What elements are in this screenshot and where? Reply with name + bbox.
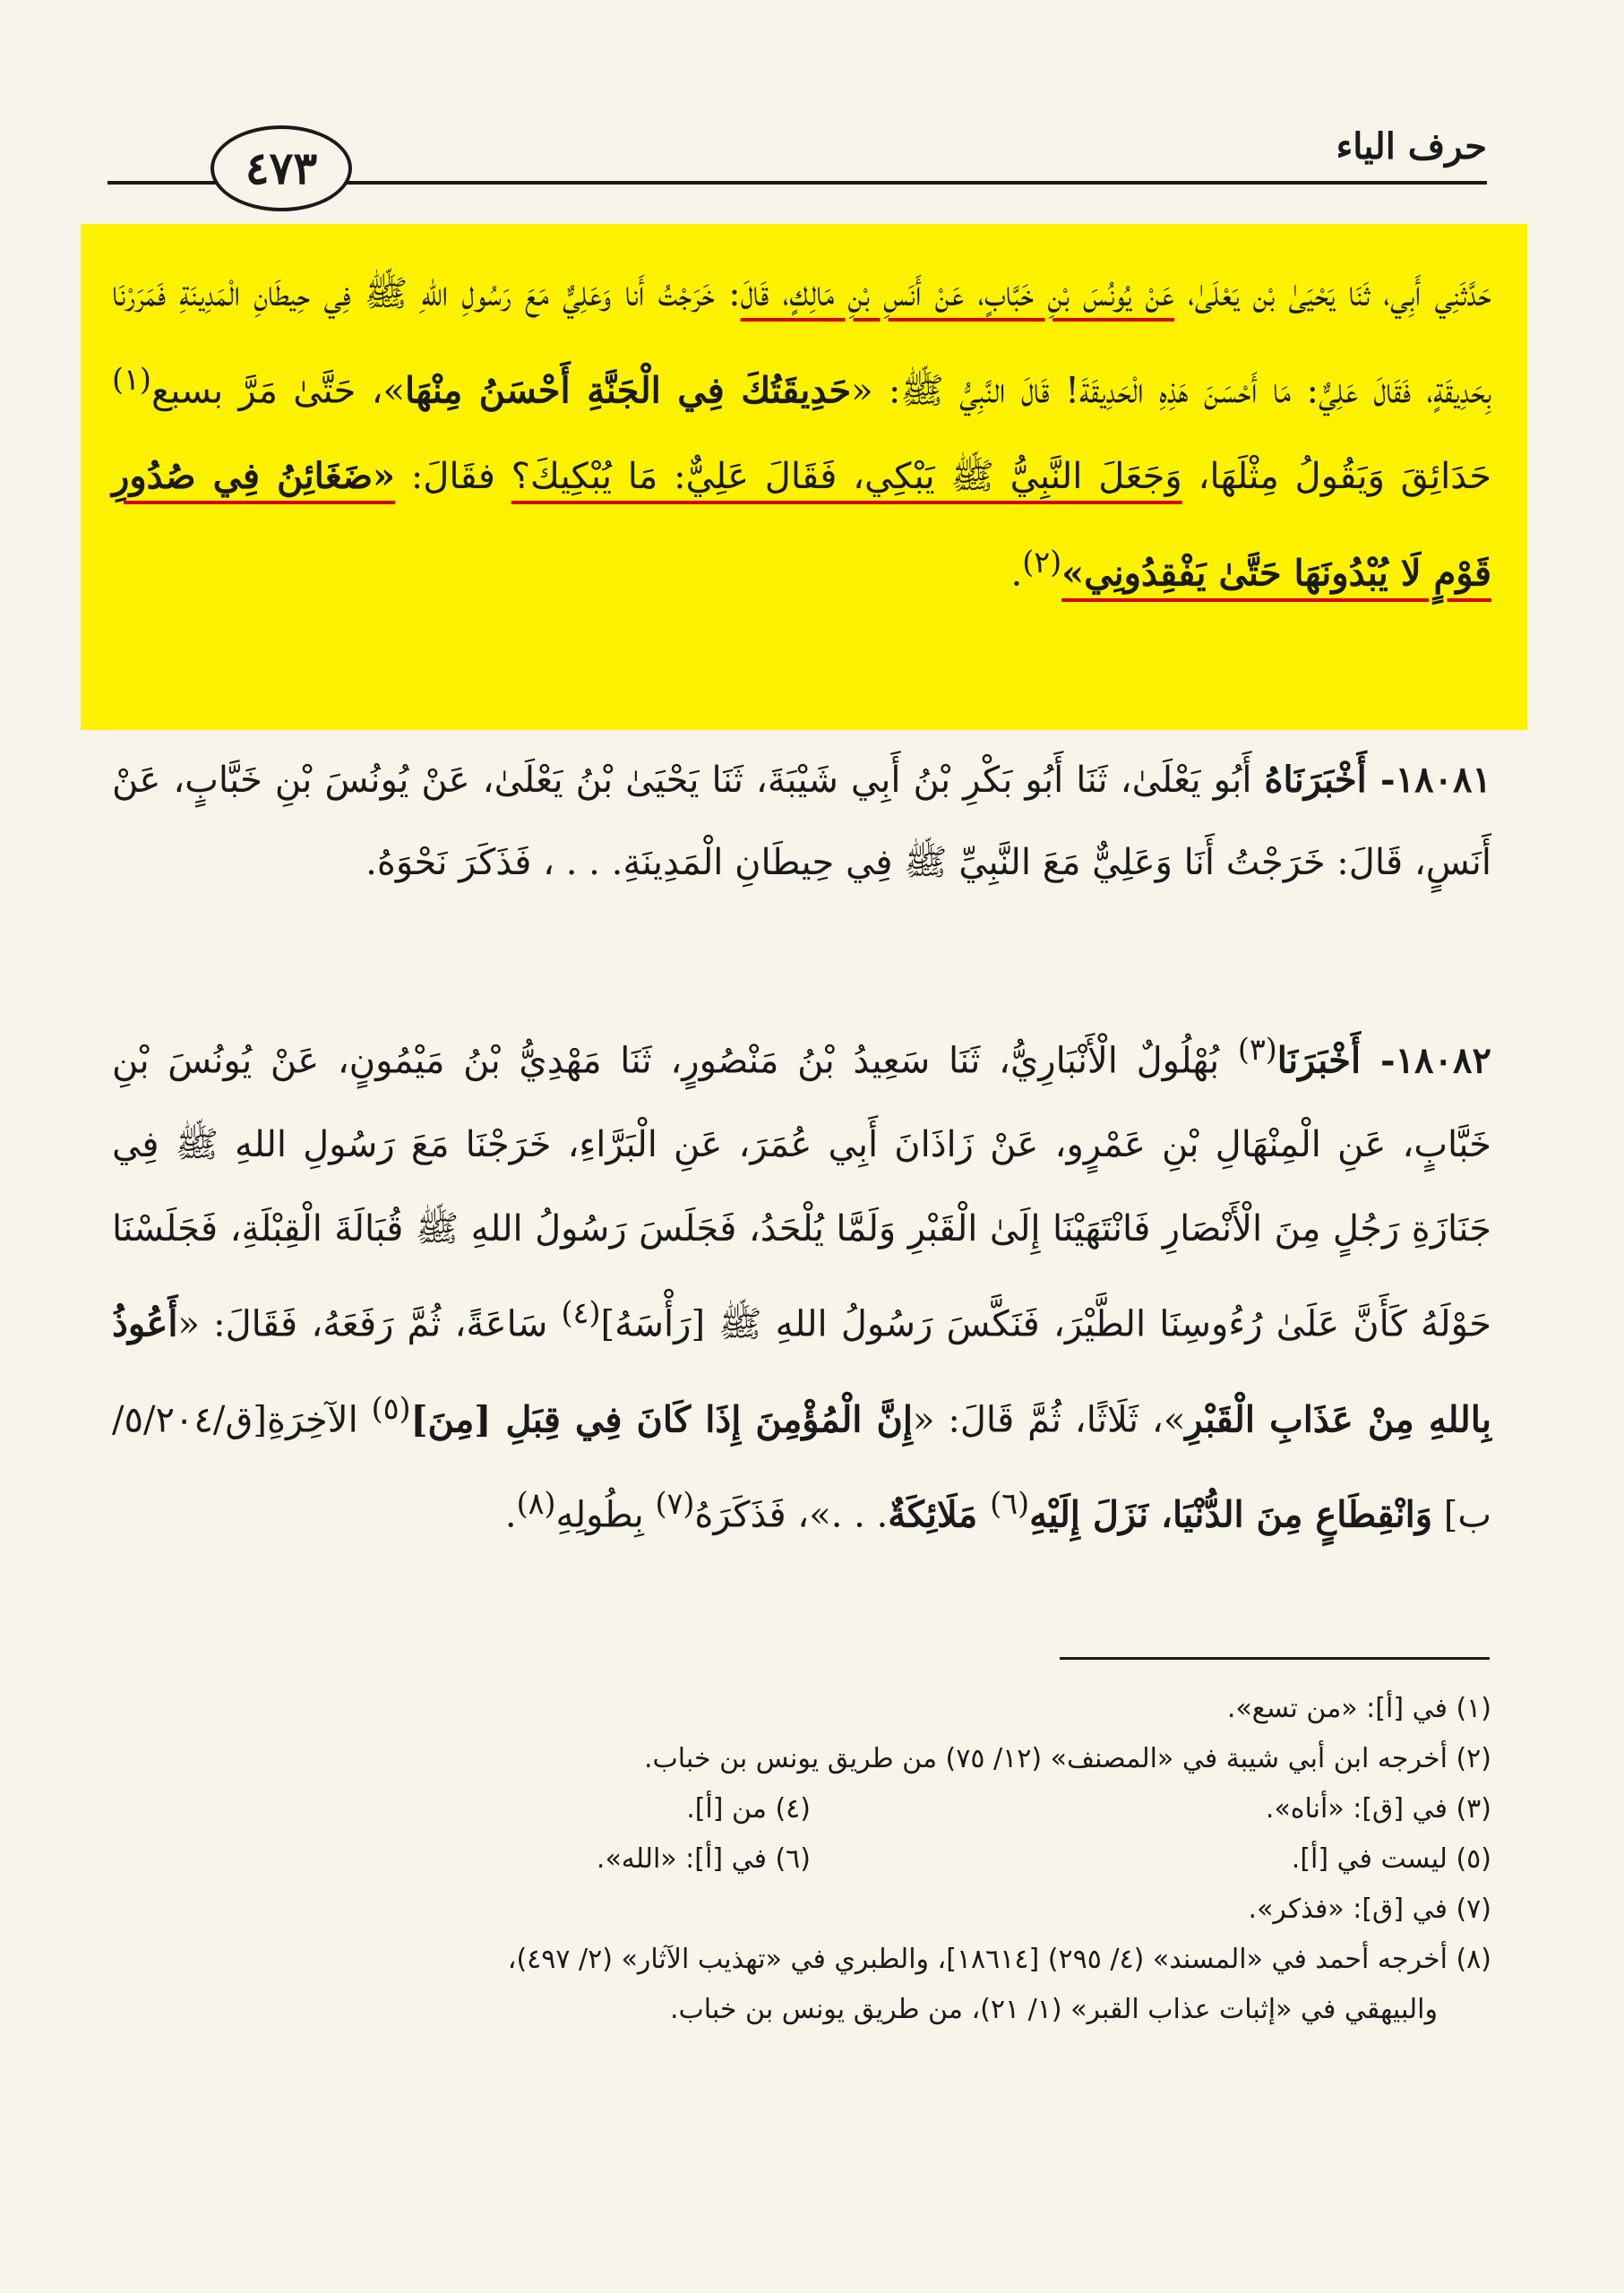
footnote-8: (٨) أخرجه أحمد في «المسند» (٤/ ٢٩٥) [١٨٦١٤]، والطبري في «تهذيب الآثار» (٢/ ٤٩٧)،: [507, 1944, 1491, 1975]
hadith-text: بُهْلُولٌ الْأَنْبَارِيُّ، ثَنَا سَعِيدُ بْنُ مَنْصُورٍ، ثَنَا مَهْدِيُّ بْنُ مَيْمُونٍ، عَنْ يُونُسَ بْنِ خَبَّابٍ، عَنِ الْمِنْهَالِ بْنِ عَمْرٍو، عَنْ زَاذَانَ أَبِي عُمَرَ، عَنِ الْبَرَّاءِ، خَرَجْنَا مَعَ رَسُولِ اللهِ ﷺ فِي جَنَازَةِ رَجُلٍ مِنَ الْأَنْصَارِ فَانْتَهَيْنَا إِلَىٰ الْقَبْرِ وَلَمَّا يُلْحَدُ، فَجَلَسَ رَسُولُ اللهِ ﷺ قُبَالَةَ الْقِبْلَةِ، فَجَلَسْنَا حَوْلَهُ كَأَنَّ عَلَىٰ رُءُوسِنَا الطَّيْرَ، فَنَكَّسَ رَسُولُ اللهِ ﷺ [رَأْسَهُ]: [112, 1040, 1491, 1345]
text-seg: .: [1010, 553, 1023, 595]
footnote-ref: (١): [112, 362, 151, 397]
page-header: [107, 125, 1487, 197]
footnote-ref: (٨): [516, 1485, 556, 1521]
hadith-text: .: [504, 1494, 517, 1536]
footnote-ref: (٦): [990, 1485, 1030, 1521]
footnote-ref: (٥): [371, 1390, 411, 1426]
footnote-5: (٥) ليست في [أ].: [1291, 1843, 1491, 1875]
prophetic-quote: إِنَّ الْمُؤْمِنَ إِذَا كَانَ فِي قِبَلِ [مِنَ]: [410, 1397, 913, 1440]
hadith-18082: [112, 1008, 1491, 1557]
prophetic-quote-underlined: «ضَغَائِنُ فِي صُدُورِ قَوْمٍ لَا يُبْدُونَهَا حَتَّىٰ يَفْقِدُونِي»: [112, 455, 1491, 595]
hadith-lead: أَخْبَرَنَا: [1276, 1039, 1380, 1082]
footnotes: [112, 1684, 1491, 2035]
footnote-divider: [1060, 1657, 1490, 1660]
footnote-row: [112, 1784, 1491, 1834]
footnote-ref: (٢): [1022, 545, 1062, 580]
hadith-number: ١٨٠٨٢-: [1379, 1039, 1491, 1082]
footnote-2: (٢) أخرجه ابن أبي شيبة في «المصنف» (١٢/ ٧٥) من طريق يونس بن خباب.: [644, 1743, 1491, 1774]
footnote-8-continued: والبيهقي في «إثبات عذاب القبر» (١/ ٢١)، من طريق يونس بن خباب.: [669, 1994, 1438, 2025]
footnote-ref: (٣): [1237, 1032, 1277, 1067]
footnote-row: [112, 1834, 1491, 1885]
prophetic-quote: حَدِيقَتُكَ فِي الْجَنَّةِ أَحْسَنُ مِنْهَا: [405, 369, 852, 412]
footnote-ref: (٧): [655, 1485, 695, 1521]
hadith-lead: أَخْبَرَنَاهُ: [1264, 759, 1380, 801]
prophetic-quote: وَانْقِطَاعٍ مِنَ الدُّنْيَا، نَزَلَ إِلَيْهِ: [1029, 1493, 1433, 1536]
hadith-text: . . .»، فَذَكَرَهُ: [694, 1494, 889, 1536]
footnote-ref: (٤): [561, 1295, 601, 1331]
footnote-4: (٤) من [أ].: [686, 1793, 811, 1825]
hadith-text: الآخِرَةِ[ق/٥/٢٠٤/ب]: [112, 1398, 1491, 1536]
prophetic-quote: مَلَائِكَةٌ: [888, 1493, 991, 1536]
text-seg: حَدَّثَنِي أَبِي، ثَنَا يَحْيَىٰ بْن يَعْلَىٰ،: [1173, 273, 1491, 314]
highlighted-hadith: [112, 251, 1491, 617]
text-seg: فقَالَ:: [395, 456, 511, 498]
hadith-text: أَبُو يَعْلَىٰ، ثَنَا أَبُو بَكْرِ بْنُ أَبِي شَيْبَةَ، ثَنَا يَحْيَىٰ بْنُ يَعْلَىٰ، عَنْ يُونُسَ بْنِ خَبَّابٍ، عَنْ أَنَسٍ، قَالَ: خَرَجْتُ أَنَا وَعَلِيٌّ مَعَ النَّبِيِّ ﷺ فِي حِيطَانِ الْمَدِينَةِ. . . ، فَذَكَرَ نَحْوَهُ.: [112, 760, 1491, 883]
hadith-18081: [112, 739, 1491, 904]
chapter-title: حرف الياء: [1336, 125, 1487, 167]
hadith-text: »، ثَلَاثًا، ثُمَّ قَالَ: «: [913, 1398, 1186, 1440]
footnote-6: (٦) في [أ]: «الله».: [596, 1843, 811, 1875]
footnote-7: (٧) في [ق]: «فذكر».: [1248, 1894, 1491, 1925]
text-seg: حَدَائِقَ وَيَقُولُ مِثْلَهَا،: [1181, 456, 1491, 498]
hadith-text: بِطُولِهِ: [555, 1494, 656, 1536]
text-seg: : خَرَجْتُ أَنا وَعَلِيٌّ مَعَ رَسُولِ اللهِ ﷺ فِي حِيطَانِ الْمَدِينَةِ فَمَرَرْنَا بِحَدِيقَةٍ، فَقَالَ عَلِيٌّ: مَا أَحْسَنَ هَذِهِ الْحَدِيقَةَ! قَالَ النَّبِيُّ ﷺ: «: [112, 273, 1492, 412]
page-number: ٤٧٣: [211, 125, 352, 211]
underlined-isnad: عَنْ يُونُسَ بْنِ خَبَّابٍ، عَنْ أَنَسِ بْنِ مَالِكٍ، قَالَ: [740, 273, 1174, 314]
prophetic-quote: أَعُوذُ بِاللهِ مِنْ عَذَابِ الْقَبْرِ: [112, 1302, 1492, 1440]
footnote-1: (١) في [أ]: «من تسع».: [1226, 1693, 1491, 1724]
hadith-text: سَاعَةً، ثُمَّ رَفَعَهُ، فَقَالَ: «: [177, 1303, 562, 1345]
footnote-3: (٣) في [ق]: «أناه».: [1265, 1793, 1491, 1825]
hadith-number: ١٨٠٨١-: [1379, 759, 1491, 801]
text-seg: »، حَتَّىٰ مَرَّ بسبع: [150, 370, 406, 412]
underlined-text: وَجَعَلَ النَّبِيُّ ﷺ يَبْكِي، فَقَالَ عَلِيٌّ: مَا يُبْكِيكَ؟: [511, 456, 1182, 498]
